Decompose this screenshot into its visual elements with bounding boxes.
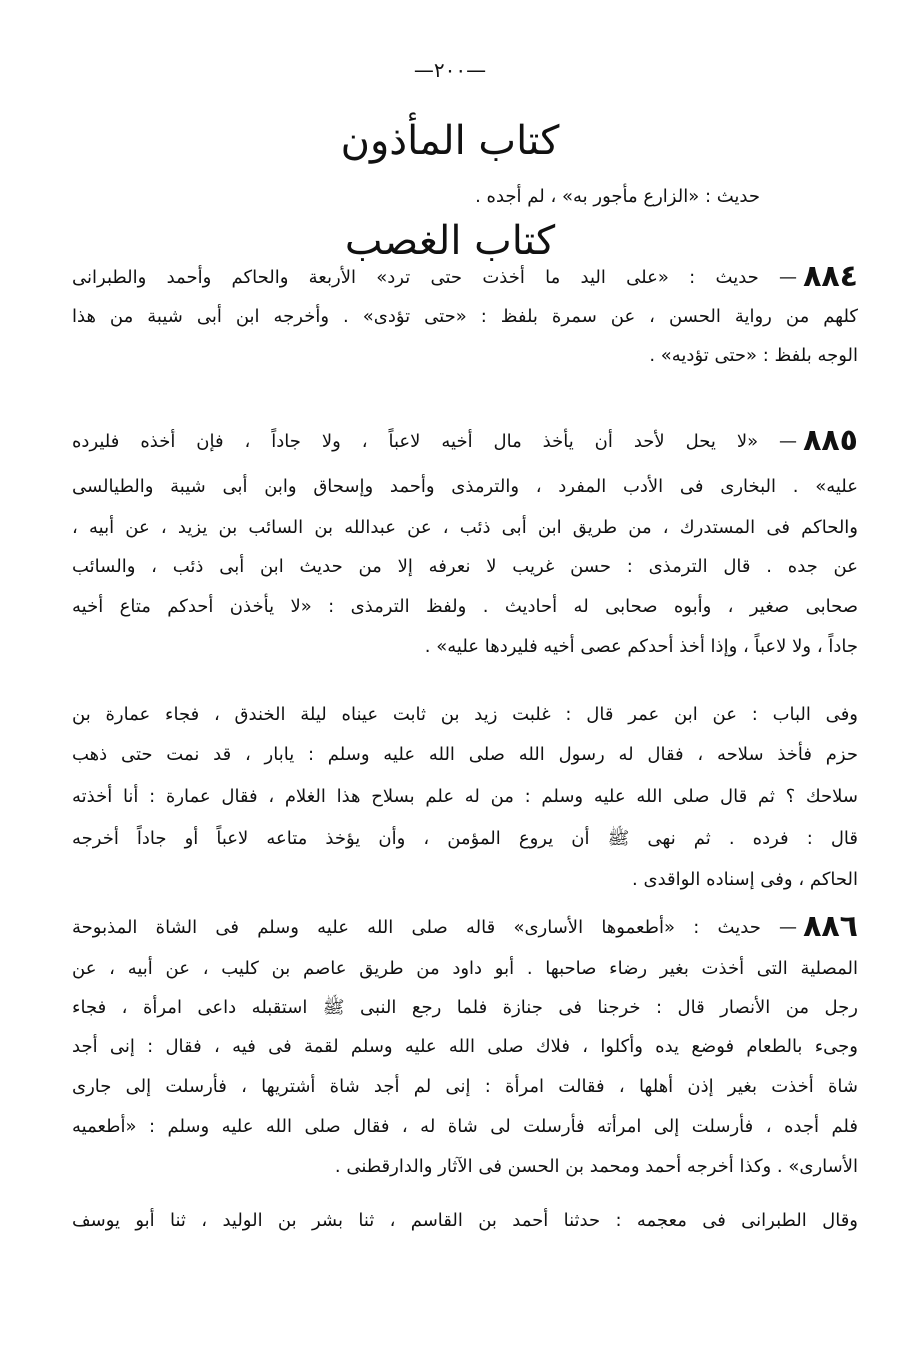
text-line [72, 912, 858, 943]
text-line: جاداً ، ولا لاعباً ، وإذا أخذ أحدكم عصى أخيه فليردها عليه» . [424, 636, 858, 657]
line-text: — حديث : «أطعموها الأسارى» قاله صلى الله عليه وسلم فى الشاة المذبوحة [72, 917, 798, 938]
text-line: الحاكم ، وفى إسناده الواقدى . [632, 869, 858, 890]
text-line: سلاحك ؟ ثم قال صلى الله عليه وسلم : من له علم بسلاح هذا الغلام ، فقال عمارة : أنا أخذته [72, 786, 858, 807]
hadith-number: ٨٨٥ [803, 426, 858, 457]
text-line: عليه» . البخارى فى الأدب المفرد ، والترمذى وأحمد وإسحاق وابن أبى شيبة والطيالسى [72, 476, 858, 497]
hadith-number: ٨٨٤ [803, 262, 858, 293]
text-line: حزم فأخذ سلاحه ، فقال له رسول الله صلى الله عليه وسلم : يابار ، قد نمت حتى ذهب [72, 744, 858, 765]
text-line: المصلية التى أخذت بغير رضاء صاحبها . أبو داود من طريق عاصم بن كليب ، عن أبيه ، عن [72, 958, 858, 979]
chapter-title-ghasb: كتاب الغصب [344, 218, 556, 264]
text-line [72, 426, 858, 457]
text-line [72, 262, 858, 293]
page-number: —٢٠٠— [413, 58, 487, 82]
tabarani-line: وقال الطبرانى فى معجمه : حدثنا أحمد بن القاسم ، ثنا بشر بن الوليد ، ثنا أبو يوسف [72, 1210, 858, 1231]
text-line: الأسارى» . وكذا أخرجه أحمد ومحمد بن الحسن فى الآثار والدارقطنى . [334, 1156, 858, 1177]
chapter-note: حديث : «الزارع مأجور به» ، لم أجده . [475, 186, 760, 207]
line-text: — «لا يحل لأحد أن يأخذ مال أخيه لاعباً ، ولا جاداً ، فإن أخذه فليرده [72, 431, 798, 452]
text-line: قال : فرده . ثم نهى ﷺ أن يروع المؤمن ، وأن يؤخذ متاعه لاعباً أو جاداً أخرجه [72, 828, 858, 849]
text-line: رجل من الأنصار قال : خرجنا فى جنازة فلما رجع النبى ﷺ استقبله داعى امرأة ، فجاء [72, 997, 858, 1018]
text-line: فلم أجده ، فأرسلت إلى امرأته فأرسلت لى شاة له ، فقال صلى الله عليه وسلم : «أطعميه [72, 1116, 858, 1137]
text-line: شاة أخذت بغير إذن أهلها ، فقالت امرأة : إنى لم أجد شاة أشتريها ، فأرسلت إلى جارى [72, 1076, 858, 1097]
text-line: الوجه بلفظ : «حتى تؤديه» . [649, 345, 858, 366]
text-line: وفى الباب : عن ابن عمر قال : غلبت زيد بن ثابت عيناه ليلة الخندق ، فجاء عمارة بن [72, 704, 858, 725]
hadith-number: ٨٨٦ [803, 912, 858, 943]
text-line: والحاكم فى المستدرك ، من طريق ابن أبى ذئب ، عن عبدالله بن السائب بن يزيد ، عن أبيه ، [72, 517, 858, 538]
line-text: — حديث : «على اليد ما أخذت حتى ترد» الأربعة والحاكم وأحمد والطبرانى [72, 267, 798, 288]
text-line: عن جده . قال الترمذى : حسن غريب لا نعرفه إلا من حديث ابن أبى ذئب ، والسائب [72, 556, 858, 577]
chapter-title-madhun: كتاب المأذون [340, 118, 560, 164]
text-line: صحابى صغير ، وأبوه صحابى له أحاديث . ولفظ الترمذى : «لا يأخذن أحدكم متاع أخيه [72, 596, 858, 617]
text-line: وجىء بالطعام فوضع يده وأكلوا ، فلاك صلى الله عليه وسلم لقمة فى فيه ، فقال : إنى أجد [72, 1036, 858, 1057]
text-line: كلهم من رواية الحسن ، عن سمرة بلفظ : «حتى تؤدى» . وأخرجه ابن أبى شيبة من هذا [72, 306, 858, 327]
